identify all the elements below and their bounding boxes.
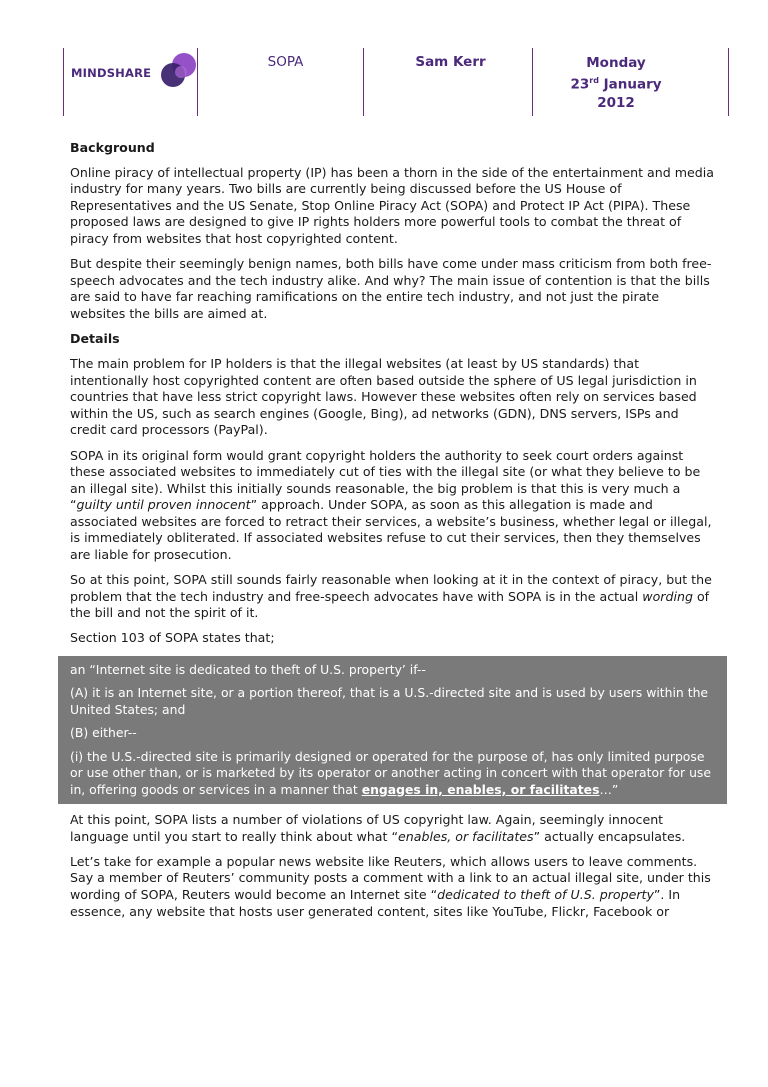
- section-heading-details: Details: [70, 330, 120, 346]
- paragraph: Section 103 of SOPA states that;: [70, 630, 275, 646]
- text-run: of the bill and not the spirit of it.: [70, 588, 710, 621]
- document-body: [70, 140, 715, 929]
- text-run: ” approach. Under SOPA, as soon as this allegation is made and associated websites are forced to retract their services, a website’s business, whether legal or illegal, is immediately obliterated. If associated websites refuse to cut their services, then they themselves are liable for prosecution.: [70, 497, 712, 563]
- logo-text: MINDSHARE: [71, 66, 152, 80]
- quote-emphasis: engages in, enables, or facilitates: [361, 781, 600, 797]
- paragraph: The main problem for IP holders is that the illegal websites (at least by US standards) that intentionally host copyrighted content are often based outside the sphere of US legal jurisdiction in countries that have less strict copyright laws. However these websites often rely on services based within the US, such as search engines (Google, Bing), ad networks (GDN), DNS servers, ISPs and credit card processors (PayPal).: [70, 356, 697, 438]
- text-run: At this point, SOPA lists a number of violations of US copyright law. Again, seemingly innocent language until you start to really think about what “: [70, 812, 664, 844]
- paragraph: Online piracy of intellectual property (IP) has been a thorn in the side of the entertainment and media industry for many years. Two bills are currently being discussed before the US House of Representatives and the US Senate, Stop Online Piracy Act (SOPA) and Protect IP Act (PIPA). These proposed laws are designed to give IP rights holders more powerful tools to combat the threat of piracy from websites that host copyrighted content.: [70, 164, 714, 246]
- mindshare-logo: [71, 52, 197, 92]
- text-run: (i) the U.S.-directed site is primarily designed or operated for the purpose of, has only limited purpose or use other than, or is marketed by its operator or another acting in concert with that operator for use in, offering goods or services in a manner that: [70, 748, 712, 797]
- document-header: [63, 48, 729, 116]
- quote-line: an “Internet site is dedicated to theft of U.S. property’ if--: [70, 661, 426, 677]
- legal-quote-block: [58, 656, 727, 805]
- text-run: So at this point, SOPA still sounds fairly reasonable when looking at it in the context of piracy, but the problem that the tech industry and free-speech advocates have with SOPA is in the actual: [70, 572, 712, 604]
- header-divider: [63, 48, 64, 116]
- emphasis: wording: [642, 588, 693, 604]
- quote-line: (B) either--: [70, 725, 137, 741]
- quote-line: (A) it is an Internet site, or a portion thereof, that is a U.S.-directed site and is used by users within the United States; and: [70, 685, 709, 717]
- date-number: 23: [570, 76, 590, 93]
- text-run: …”: [599, 781, 619, 797]
- emphasis: guilty until proven innocent: [76, 497, 251, 513]
- text-run: ”. In essence, any website that hosts user generated content, sites like YouTube, Flickr, Facebook or: [70, 886, 681, 919]
- date-suffix: rd: [589, 76, 599, 85]
- date-line: [533, 72, 699, 94]
- date-day: Monday: [586, 55, 646, 71]
- paragraph: [70, 854, 715, 920]
- doc-author: Sam Kerr: [415, 54, 486, 70]
- date-year: 2012: [597, 94, 635, 111]
- text-run: ” actually encapsulates.: [533, 828, 686, 844]
- text-run: Let’s take for example a popular news website like Reuters, which allows users to leave comments. Say a member of Reuters’ community posts a comment with a link to an actual illegal site, under this wording of SOPA, Reuters would become an Internet site “: [70, 853, 711, 902]
- paragraph: [70, 448, 715, 564]
- emphasis: dedicated to theft of U.S. property: [437, 886, 654, 902]
- emphasis: enables, or facilitates: [398, 828, 534, 844]
- paragraph: [70, 572, 715, 622]
- text-run: SOPA in its original form would grant copyright holders the authority to seek court orders against these associated websites to immediately cut of ties with the illegal site (or what they believe to be an illegal site). Whilst this initially sounds reasonable, the big problem is that this is very much a “: [70, 447, 701, 513]
- logo-circles-icon: [159, 52, 199, 90]
- doc-title: SOPA: [267, 54, 304, 70]
- date-month: January: [598, 76, 662, 93]
- paragraph: [70, 812, 715, 845]
- paragraph: But despite their seemingly benign names, both bills have come under mass criticism from both free-speech advocates and the tech industry alike. And why? The main issue of contention is that the bills are said to have far reaching ramifications on the entire tech industry, and not just the pirate websites the bills are aimed at.: [70, 256, 712, 321]
- header-divider: [728, 48, 729, 116]
- section-heading-background: Background: [70, 140, 155, 155]
- doc-date: [533, 54, 699, 112]
- quote-line: [70, 749, 717, 799]
